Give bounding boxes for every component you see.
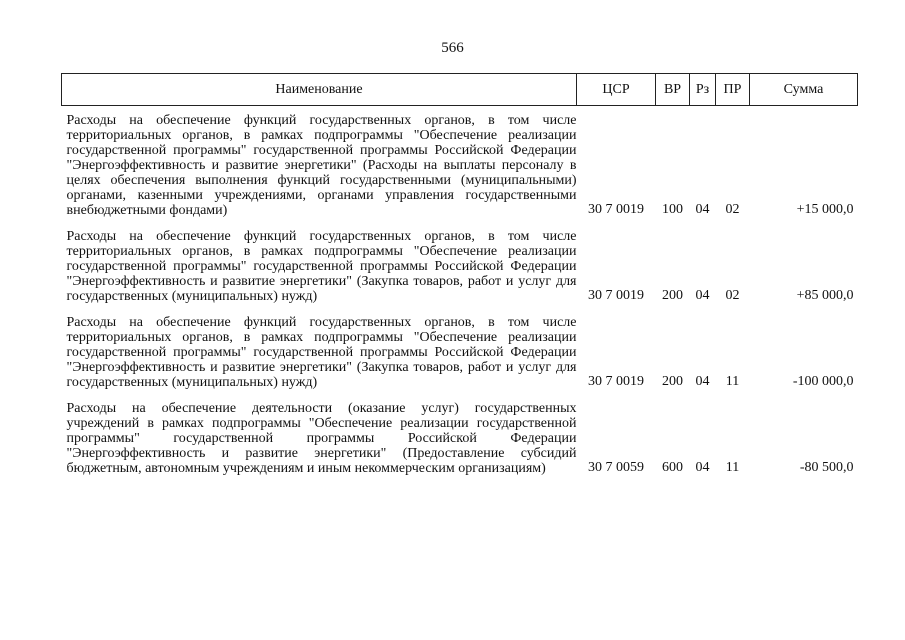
- row-csr: 30 7 0059: [588, 460, 644, 475]
- row-name: Расходы на обеспечение деятельности (оказание услуг) государственных учреждений в рамках подпрограммы "Обеспечение реализации государственной программы" государственной программы Российской Федерации "Энергоэффективность и развитие энергетики" (Предоставление субсидий бюджетным, автономным учреждениям и иным некоммерческим организациям): [66, 401, 577, 476]
- row-pr: 02: [725, 288, 740, 303]
- row-vr: 100: [662, 202, 683, 217]
- row-name: Расходы на обеспечение функций государственных органов, в том числе территориальных органов, в рамках подпрограммы "Обеспечение реализации государственной программы" государственной программы Российской Федерации "Энергоэффективность и развитие энергетики" (Расходы на выплаты персоналу в целях обеспечения выполнения функций государственными (муниципальными) органами, казенными учреждениями, органами управления государственными внебюджетными фондами): [66, 113, 577, 218]
- table-header-row: [62, 74, 858, 106]
- header-rz: Рз: [690, 74, 716, 106]
- page-number: 566: [441, 40, 464, 56]
- row-vr: 200: [662, 288, 683, 303]
- table-row: [62, 106, 858, 225]
- row-pr: 11: [725, 460, 740, 475]
- header-name: Наименование: [62, 74, 577, 106]
- row-name: Расходы на обеспечение функций государственных органов, в том числе территориальных органов, в рамках подпрограммы "Обеспечение реализации государственной программы" государственной программы Российской Федерации "Энергоэффективность и развитие энергетики" (Закупка товаров, работ и услуг для государственных (муниципальных) нужд): [66, 315, 577, 390]
- row-csr: 30 7 0019: [588, 202, 644, 217]
- row-rz: 04: [695, 460, 710, 475]
- row-vr: 600: [662, 460, 683, 475]
- row-sum: +15 000,0: [796, 202, 854, 217]
- row-sum: -100 000,0: [792, 374, 854, 389]
- row-name: Расходы на обеспечение функций государственных органов, в том числе территориальных органов, в рамках подпрограммы "Обеспечение реализации государственной программы" государственной программы Российской Федерации "Энергоэффективность и развитие энергетики" (Закупка товаров, работ и услуг для государственных (муниципальных) нужд): [66, 229, 577, 304]
- row-csr: 30 7 0019: [588, 288, 644, 303]
- header-vr: ВР: [656, 74, 690, 106]
- table-row: [62, 310, 858, 396]
- budget-table: [61, 73, 858, 482]
- row-rz: 04: [695, 374, 710, 389]
- row-rz: 04: [695, 288, 710, 303]
- row-pr: 11: [725, 374, 740, 389]
- table-row: [62, 396, 858, 482]
- header-pr: ПР: [716, 74, 750, 106]
- row-vr: 200: [662, 374, 683, 389]
- header-sum: Сумма: [750, 74, 858, 106]
- header-csr: ЦСР: [577, 74, 656, 106]
- row-rz: 04: [695, 202, 710, 217]
- row-sum: -80 500,0: [799, 460, 854, 475]
- row-csr: 30 7 0019: [588, 374, 644, 389]
- row-sum: +85 000,0: [796, 288, 854, 303]
- row-pr: 02: [725, 202, 740, 217]
- table-row: [62, 224, 858, 310]
